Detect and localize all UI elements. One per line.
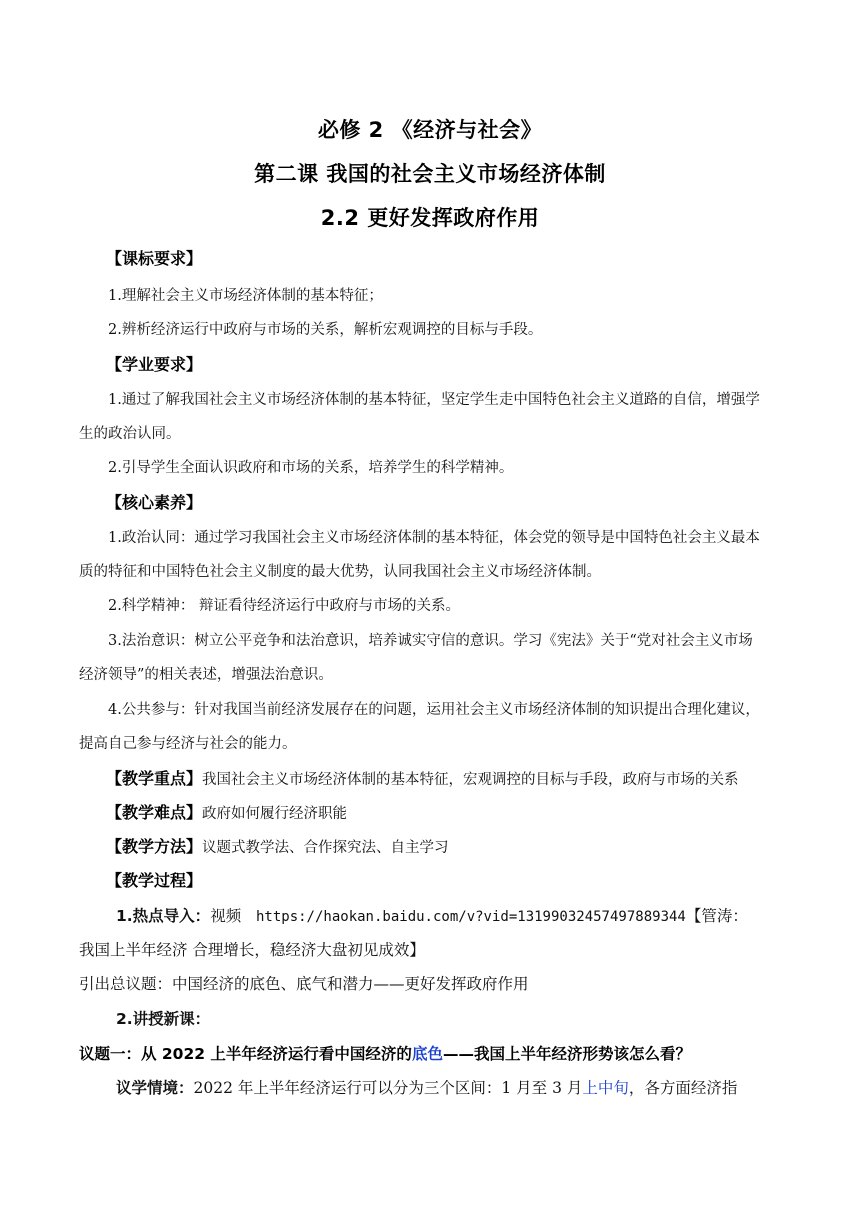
header-hexin: 【核心素养】 bbox=[106, 493, 203, 512]
fangfa-row bbox=[106, 834, 449, 857]
hot-topic-line-1 bbox=[116, 904, 748, 926]
hot-topic-line-2: 我国上半年经济 合理增长，稳经济大盘初见成效】 bbox=[79, 941, 425, 959]
situation-highlight: 上中旬 bbox=[582, 1079, 629, 1097]
hot-topic-label: 1.热点导入： bbox=[116, 907, 211, 925]
new-lesson-label: 2.讲授新课： bbox=[116, 1010, 211, 1028]
topic-1-highlight: 底色 bbox=[411, 1045, 443, 1063]
nandian-row bbox=[106, 800, 347, 823]
header-kebiao: 【课标要求】 bbox=[106, 249, 203, 268]
zhongdian-row bbox=[106, 766, 739, 789]
hexin-item-4-line-1: 4.公共参与：针对我国当前经济发展存在的问题，运用社会主义市场经济体制的知识提出合理化建议， bbox=[108, 702, 760, 718]
doc-title-lesson: 第二课 我国的社会主义市场经济体制 bbox=[254, 162, 606, 186]
situation-label: 议学情境： bbox=[116, 1079, 194, 1097]
hot-topic-url[interactable]: https://haokan.baidu.com/v?vid=13199032457497889344 bbox=[255, 909, 686, 925]
situation-line bbox=[116, 1076, 737, 1098]
hexin-item-3-line-2: 经济领导”的相关表述，增强法治意识。 bbox=[79, 667, 333, 683]
hexin-item-1-line-2: 质的特征和中国特色社会主义制度的最大优势，认同我国社会主义市场经济体制。 bbox=[79, 564, 601, 580]
situation-text-b: ，各方面经济指 bbox=[628, 1079, 738, 1097]
kebiao-item-2: 2.辨析经济运行中政府与市场的关系，解析宏观调控的目标与手段。 bbox=[108, 322, 543, 338]
hot-topic-tail: 【管涛： bbox=[685, 907, 748, 925]
hexin-item-4-line-2: 提高自己参与经济与社会的能力。 bbox=[79, 736, 297, 752]
fangfa-text: 议题式教学法、合作探究法、自主学习 bbox=[202, 840, 449, 856]
nandian-text: 政府如何履行经济职能 bbox=[202, 806, 348, 822]
hexin-item-3-line-1: 3.法治意识：树立公平竞争和法治意识，培养诚实守信的意识。学习《宪法》关于“党对社会主义市场 bbox=[108, 633, 753, 649]
hexin-item-2: 2.科学精神： 辩证看待经济运行中政府与市场的关系。 bbox=[108, 598, 460, 614]
xueye-item-1-line-1: 1.通过了解我国社会主义市场经济体制的基本特征，坚定学生走中国特色社会主义道路的自信，增强学 bbox=[108, 392, 760, 408]
kebiao-item-1: 1.理解社会主义市场经济体制的基本特征； bbox=[108, 288, 383, 304]
xueye-item-2: 2.引导学生全面认识政府和市场的关系，培养学生的科学精神。 bbox=[108, 460, 514, 476]
situation-text-a: 2022 年上半年经济运行可以分为三个区间：1 月至 3 月 bbox=[193, 1079, 583, 1097]
xueye-item-1-line-2: 生的政治认同。 bbox=[79, 426, 181, 442]
header-fangfa: 【教学方法】 bbox=[106, 837, 203, 856]
header-zhongdian: 【教学重点】 bbox=[106, 769, 203, 788]
topic-1-text-a: 议题一：从 2022 上半年经济运行看中国经济的 bbox=[79, 1045, 412, 1063]
hexin-item-1-line-1: 1.政治认同：通过学习我国社会主义市场经济体制的基本特征，体会党的领导是中国特色社会主义最本 bbox=[108, 530, 760, 546]
topic-1-heading bbox=[79, 1042, 691, 1064]
doc-title-section: 2.2 更好发挥政府作用 bbox=[320, 206, 540, 230]
hot-topic-video: 视频 bbox=[210, 907, 242, 925]
header-nandian: 【教学难点】 bbox=[106, 803, 203, 822]
zhongdian-text: 我国社会主义市场经济体制的基本特征，宏观调控的目标与手段，政府与市场的关系 bbox=[202, 772, 739, 788]
topic-1-text-b: ——我国上半年经济形势该怎么看？ bbox=[442, 1045, 691, 1063]
lead-topic: 引出总议题：中国经济的底色、底气和潜力——更好发挥政府作用 bbox=[79, 975, 529, 993]
header-guocheng: 【教学过程】 bbox=[106, 871, 203, 890]
doc-title-course: 必修 2 《经济与社会》 bbox=[317, 118, 543, 142]
header-xueye: 【学业要求】 bbox=[106, 355, 203, 374]
